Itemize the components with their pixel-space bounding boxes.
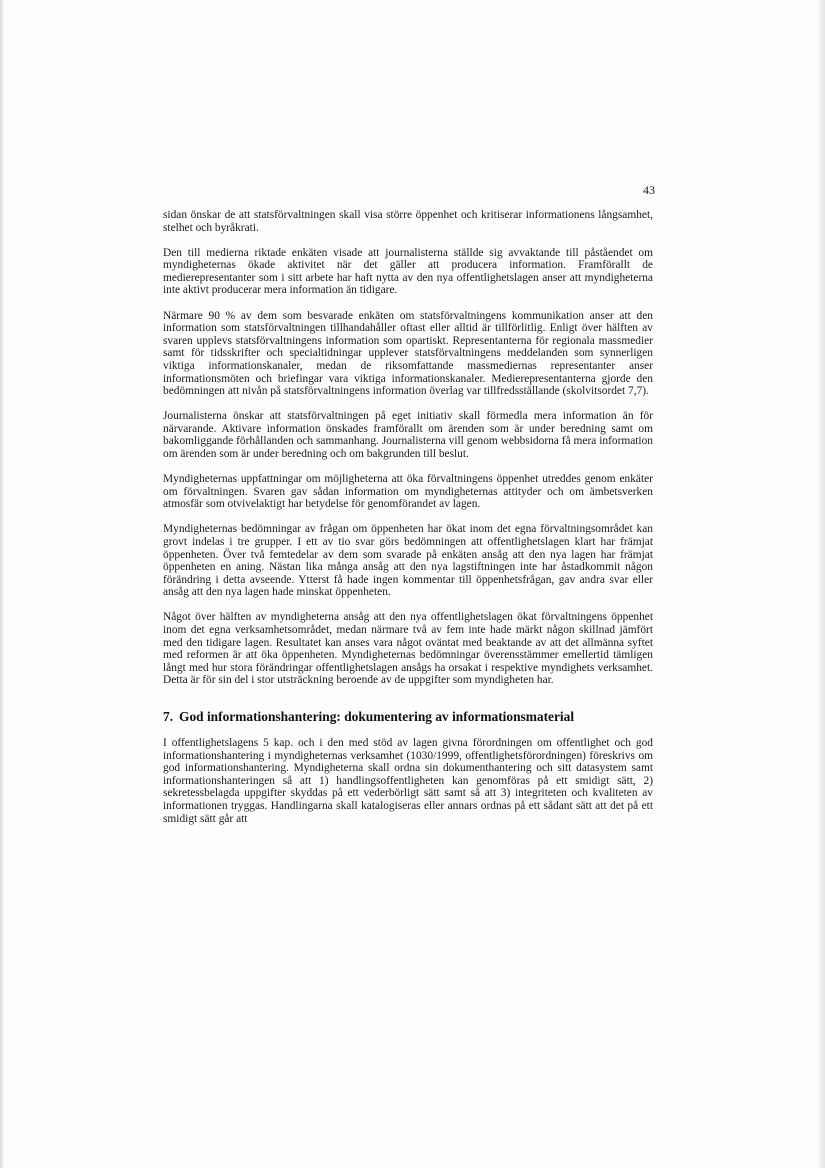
paragraph: Närmare 90 % av dem som besvarade enkäten om statsförvaltningens kommunikation anser att den information som statsförvaltningen tillhandahåller oftast eller alltid är tillförlitlig. Enligt över hälften av svaren upplevs statsförvaltningens information som opartiskt. Representanterna för regionala massmedier samt för tidsskrifter och specialtidningar upplever statsförvaltningens meddelanden som synnerligen viktiga informationskanaler, medan de riksomfattande massmediernas representanter anser informationsmöten och briefingar vara viktiga informationskanaler. Medierepresentanterna gjorde den bedömningen att nivån på statsförvaltningens information överlag var tillfredsställande (skolvitsordet 7,7). [163,309,653,398]
scan-edge-right [817,0,825,1168]
section-title: God informationshantering: dokumentering av informationsmaterial [179,709,575,724]
paragraph: sidan önskar de att statsförvaltningen skall visa större öppenhet och kritiserar informationens långsamhet, stelhet och byråkrati. [163,209,653,234]
scan-edge-left [0,0,4,1168]
section-heading [163,709,653,724]
paragraph: I offentlighetslagens 5 kap. och i den med stöd av lagen givna förordningen om offentlighet och god informationshantering i myndigheternas verksamhet (1030/1999, offentlighetsförordningen) föreskrivs om god informationshantering. Myndigheterna skall ordna sin dokumenthantering och sitt datasystem samt informationshanteringen så att 1) handlingsoffentligheten kan genomföras på ett smidigt sätt, 2) sekretessbelagda uppgifter skyddas på ett vederbörligt sätt samt så att 3) integriteten och kvaliteten av informationen tryggas. Handlingarna skall katalogiseras eller annars ordnas på ett sådant sätt att det på ett smidigt sätt går att [163,737,653,825]
section-number: 7. [163,709,174,724]
paragraph: Journalisterna önskar att statsförvaltningen på eget initiativ skall förmedla mera information än för närvarande. Aktivare information önskades framförallt om ärenden som är under beredning samt om bakomliggande förhållanden och sammanhang. Journalisterna vill genom webbsidorna få mera information om ärenden som är under beredning och om bakgrunden till beslut. [163,410,653,460]
paragraph: Myndigheternas uppfattningar om möjligheterna att öka förvaltningens öppenhet utreddes genom enkäter om förvaltningen. Svaren gav sådan information om myndigheternas attityder och om ämbetsverken atmosfär som otvivelaktigt har betydelse för genomförandet av lagen. [163,473,653,511]
paragraph: Den till medierna riktade enkäten visade att journalisterna ställde sig avvaktande till påståendet om myndigheternas ökade aktivitet när det gäller att producera information. Framförallt de medierepresentanter som i sitt arbete har haft nytta av den nya offentlighetslagen anser att myndigheterna inte aktivt producerar mera information än tidigare. [163,246,653,297]
page-number: 43 [643,183,655,197]
paragraph: Något över hälften av myndigheterna ansåg att den nya offentlighetslagen ökat förvaltningens öppenhet inom det egna verksamhetsområdet, medan närmare två av fem inte hade märkt någon skillnad jämfört med den tidigare lagen. Resultatet kan anses vara något oväntat med beaktande av att det allmänna syftet med reformen är att öka öppenheten. Myndigheternas bedömningar överensstämmer emellertid tämligen långt med hur stora förändringar offentlighetslagen ansågs ha orsakat i respektive myndighets verksamhet. Detta är för sin del i stor utsträckning beroende av de uppgifter som myndigheten har. [163,611,653,687]
paragraph: Myndigheternas bedömningar av frågan om öppenheten har ökat inom det egna förvaltningsområdet kan grovt indelas i tre grupper. I ett av tio svar görs bedömningen att offentlighetslagen klart har främjat öppenheten. Över två femtedelar av dem som svarade på enkäten ansåg att den nya lagen har främjat öppenheten en aning. Nästan lika många ansåg att den nya lagstiftningen inte har åstadkommit någon förändring i detta avseende. Ytterst få hade ingen kommentar till öppenhetsfrågan, gav andra svar eller ansåg att den nya lagen hade minskat öppenheten. [163,523,653,599]
body-text [163,209,653,838]
